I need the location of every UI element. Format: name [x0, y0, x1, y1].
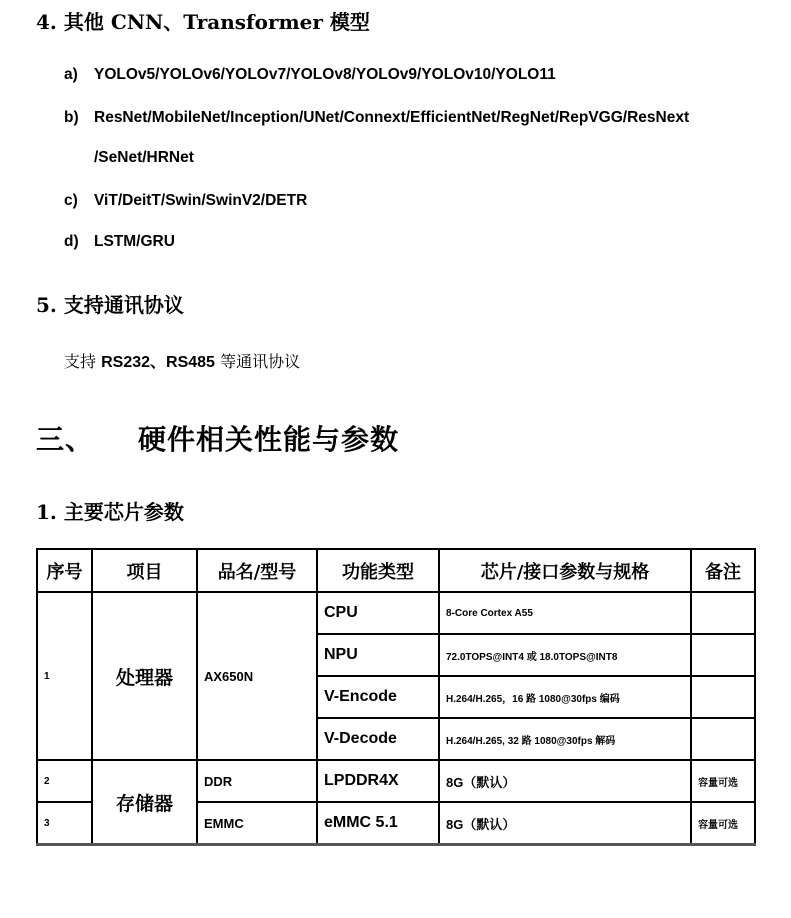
cell-spec: 72.0TOPS@INT4 或 18.0TOPS@INT8 [439, 634, 691, 676]
list-label: c) [64, 192, 78, 209]
list-text: ViT/DeitT/Swin/SwinV2/DETR [94, 192, 308, 209]
chip-spec-table [36, 548, 756, 846]
table-row [37, 592, 755, 634]
list-label: a) [64, 66, 78, 83]
table-row [37, 760, 755, 802]
cell-spec: 8-Core Cortex A55 [439, 592, 691, 634]
cell-item: 处理器 [92, 592, 197, 760]
model-list-item-b [64, 109, 689, 127]
cell-spec: H.264/H.265, 32 路 1080@30fps 解码 [439, 718, 691, 760]
model-list-item-b-continuation [94, 149, 194, 167]
cell-seq: 3 [37, 802, 92, 845]
header-note: 备注 [691, 549, 755, 592]
cell-note [691, 718, 755, 760]
header-model: 品名/型号 [197, 549, 317, 592]
subsection-1-number: 1. [36, 500, 57, 524]
model-list-item-c [64, 192, 307, 210]
list-label: b) [64, 109, 79, 126]
para-protocols: RS232、RS485 [101, 354, 215, 371]
cell-model: AX650N [197, 592, 317, 760]
section-5-number: 5. [36, 293, 57, 317]
section-4-title-latin: CNN、Transformer [110, 10, 323, 34]
cell-spec: 8G（默认） [439, 760, 691, 802]
cell-note [691, 592, 755, 634]
para-suffix: 等通讯协议 [220, 352, 301, 371]
chapter-3-title: 硬件相关性能与参数 [138, 423, 400, 456]
subsection-1-heading [36, 496, 184, 525]
list-text-cont: /SeNet/HRNet [94, 149, 194, 166]
section-4-number: 4. [36, 10, 57, 34]
cell-func: CPU [317, 592, 439, 634]
cell-seq: 2 [37, 760, 92, 802]
cell-func: NPU [317, 634, 439, 676]
cell-model: DDR [197, 760, 317, 802]
cell-note [691, 676, 755, 718]
cell-func: V-Encode [317, 676, 439, 718]
model-list-item-d [64, 233, 175, 251]
header-item: 项目 [92, 549, 197, 592]
para-prefix: 支持 [64, 352, 97, 371]
chapter-3-heading [36, 418, 399, 458]
section-5-heading [36, 289, 184, 318]
protocol-paragraph [64, 349, 300, 372]
list-label: d) [64, 233, 79, 250]
cell-note: 容量可选 [691, 802, 755, 845]
cell-model: EMMC [197, 802, 317, 845]
cell-func: LPDDR4X [317, 760, 439, 802]
cell-item: 存储器 [92, 760, 197, 845]
model-list-item-a [64, 66, 556, 84]
table-header-row [37, 549, 755, 592]
chapter-3-number: 三、 [36, 423, 95, 456]
list-text: LSTM/GRU [94, 233, 175, 250]
header-seq: 序号 [37, 549, 92, 592]
cell-func: eMMC 5.1 [317, 802, 439, 845]
subsection-1-title: 主要芯片参数 [63, 500, 184, 524]
section-4-heading [36, 6, 370, 35]
header-func: 功能类型 [317, 549, 439, 592]
cell-seq: 1 [37, 592, 92, 760]
header-spec: 芯片/接口参数与规格 [439, 549, 691, 592]
section-4-title-prefix: 其他 [63, 10, 104, 34]
list-text: ResNet/MobileNet/Inception/UNet/Connext/EfficientNet/RegNet/RepVGG/ResNext [94, 109, 690, 126]
list-text: YOLOv5/YOLOv6/YOLOv7/YOLOv8/YOLOv9/YOLOv10/YOLO11 [94, 66, 556, 83]
cell-spec: H.264/H.265，16 路 1080@30fps 编码 [439, 676, 691, 718]
cell-note [691, 634, 755, 676]
cell-func: V-Decode [317, 718, 439, 760]
section-5-title: 支持通讯协议 [63, 293, 184, 317]
cell-spec: 8G（默认） [439, 802, 691, 845]
cell-note: 容量可选 [691, 760, 755, 802]
section-4-title-suffix: 模型 [329, 10, 370, 34]
